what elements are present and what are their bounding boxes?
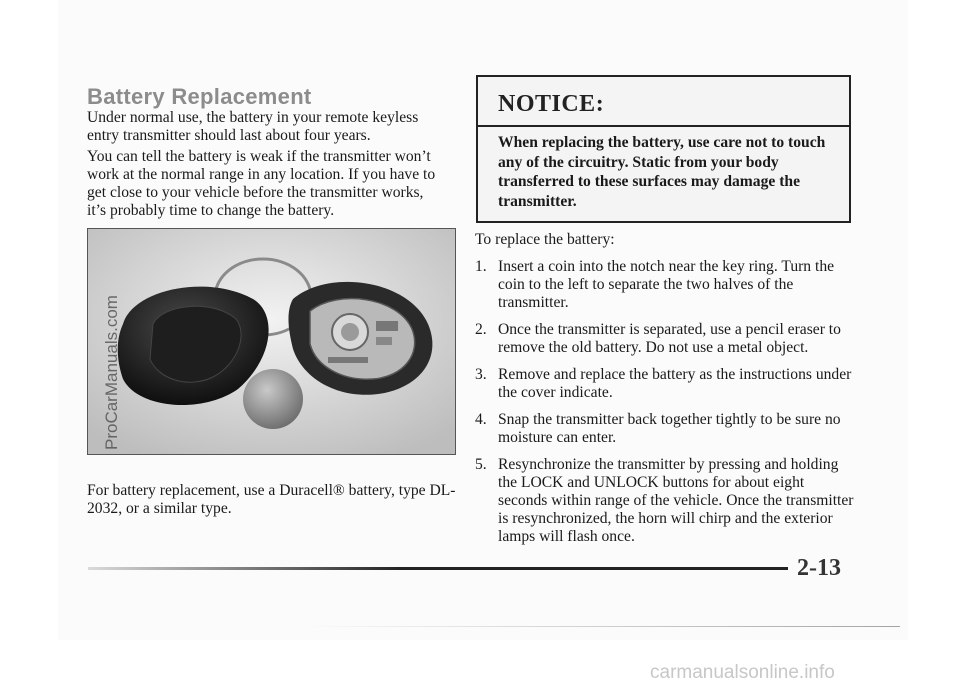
intro-paragraph: Under normal use, the battery in your remote keyless entry transmitter should last about four years. [87, 109, 419, 144]
weak-battery-paragraph: You can tell the battery is weak if the transmitter won’t work at the normal range in any location. If you have to get close to your vehicle before the transmitter works, it’s probably time to change the battery. [87, 148, 436, 219]
transmitter-photo [87, 228, 456, 455]
coin [243, 369, 303, 429]
notice-body: When replacing the battery, use care not to touch any of the circuitry. Static from your body transferred to these surfaces may damage the transmitter. [498, 134, 826, 210]
bottom-watermark: carmanualsonline.info [650, 662, 835, 683]
step-item: 4. Snap the transmitter back together tightly to be sure no moisture can enter. [475, 411, 841, 446]
battery-type-caption: For battery replacement, use a Duracell® battery, type DL-2032, or a similar type. [87, 482, 456, 517]
step-item: 1. Insert a coin into the notch near the key ring. Turn the coin to the left to separate the two halves of the transmitter. [475, 258, 835, 311]
page-number: 2-13 [797, 555, 841, 581]
step-item: 5. Resynchronize the transmitter by pressing and holding the LOCK and UNLOCK buttons for about eight seconds within range of the vehicle. Once the transmitter is resynchronized, the horn will chirp and the exterior lamps will flash once. [475, 456, 854, 545]
section-heading: Battery Replacement [87, 84, 312, 109]
notice-title: NOTICE: [498, 91, 605, 117]
footer-rule [88, 567, 788, 570]
replacement-steps [475, 258, 855, 555]
side-watermark: ProCarManuals.com [102, 295, 121, 450]
steps-intro: To replace the battery: [475, 231, 615, 248]
notice-divider [478, 125, 849, 127]
step-item: 3. Remove and replace the battery as the instructions under the cover indicate. [475, 366, 852, 401]
step-item: 2. Once the transmitter is separated, use a pencil eraser to remove the old battery. Do not use a metal object. [475, 321, 841, 356]
page-edge-line [300, 626, 900, 627]
transmitter-illustration [88, 229, 455, 454]
notice-box [476, 75, 851, 223]
